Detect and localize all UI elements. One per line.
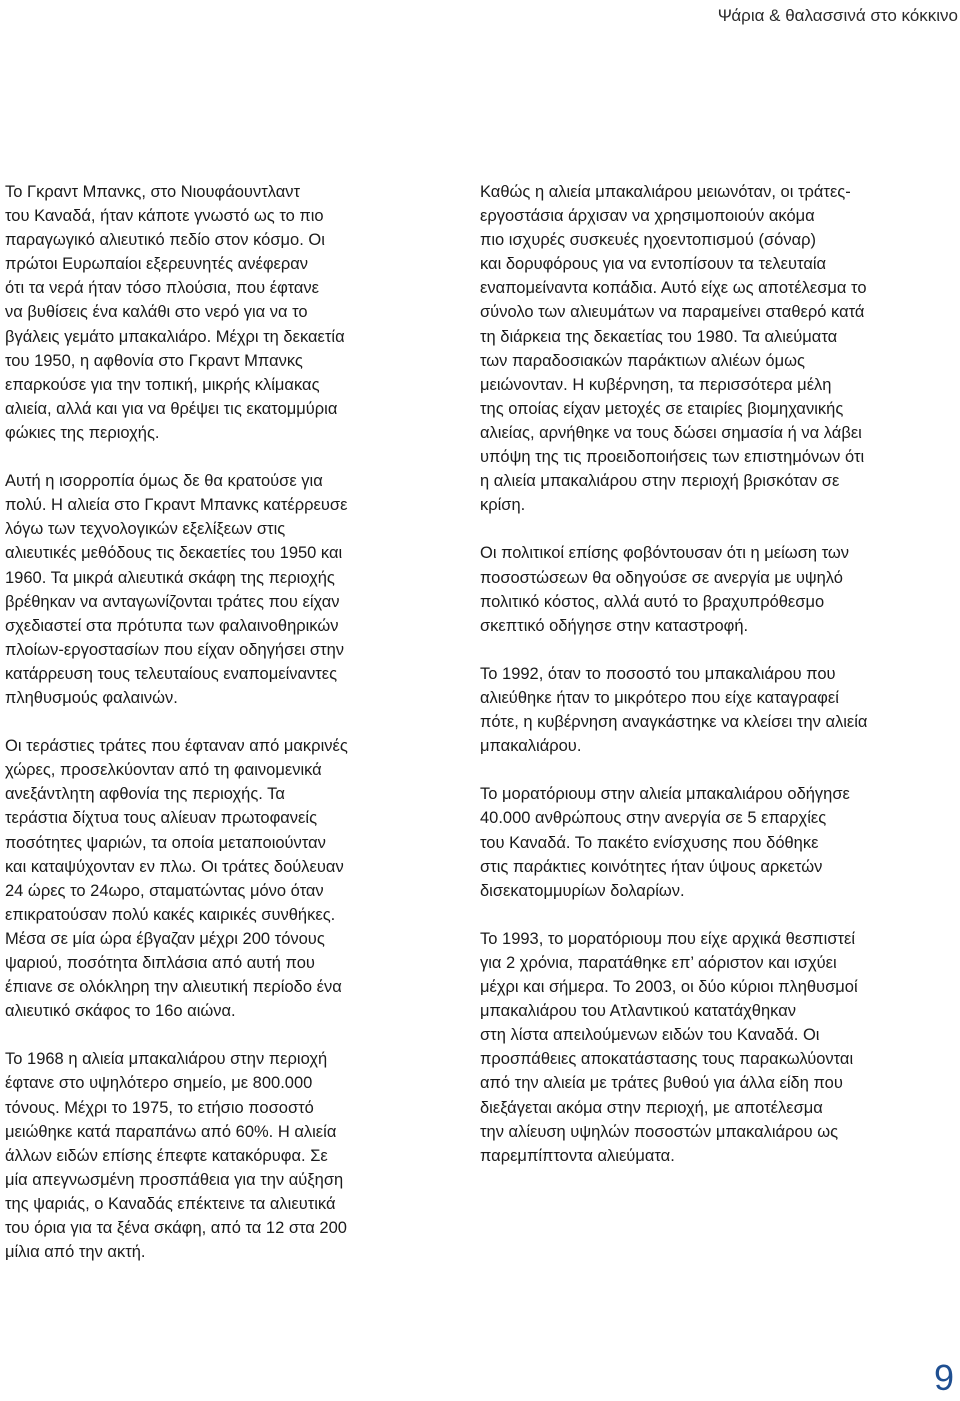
text-line: σύνολο των αλιευμάτων να παραμείνει σταθερό κατά: [480, 303, 865, 322]
text-line: επικρατούσαν πολύ κακές καιρικές συνθήκες.: [5, 905, 336, 924]
text-line: άλλων ειδών επίσης έπεφτε κατακόρυφα. Σε: [5, 1146, 328, 1165]
text-line: να βυθίσεις ένα καλάθι στο νερό για να το: [5, 303, 308, 322]
text-line: πληθυσμούς φαλαινών.: [5, 688, 178, 707]
text-line: ότι τα νερά ήταν τόσο πλούσια, που έφτανε: [5, 279, 320, 298]
text-line: Οι τεράστιες τράτες που έφταναν από μακρινές: [5, 737, 348, 756]
page-header-title: Ψάρια & θαλασσινά στο κόκκινο: [717, 6, 958, 25]
text-line: 24 ώρες το 24ωρο, σταματώντας μόνο όταν: [5, 881, 324, 900]
text-line: της οποίας είχαν μετοχές σε εταιρίες βιομηχανικής: [480, 399, 844, 418]
text-line: μπακαλιάρου του Ατλαντικού κατατάχθηκαν: [480, 1002, 796, 1021]
text-line: την αλίευση υψηλών ποσοστών μπακαλιάρου ως: [480, 1122, 839, 1141]
text-line: πιο ισχυρές συσκευές ηχοεντοπισμού (σόναρ): [480, 231, 816, 250]
text-line: πολύ. Η αλιεία στο Γκραντ Μπανκς κατέρρευσε: [5, 496, 348, 515]
text-line: έπιανε σε ολόκληρη την αλιευτική περίοδο ένα: [5, 978, 342, 997]
page-number: 9: [933, 1357, 954, 1398]
text-line: μίλια από την ακτή.: [5, 1243, 146, 1262]
paragraph: [5, 180, 435, 445]
text-line: μέχρι και σήμερα. Το 2003, οι δύο κύριοι πληθυσμοί: [480, 978, 858, 997]
text-line: η αλιεία μπακαλιάρου στην περιοχή βρισκόταν σε: [480, 472, 840, 491]
text-line: κρίση.: [480, 496, 526, 515]
text-line: διεξάγεται ακόμα στην περιοχή, με αποτέλεσμα: [480, 1098, 823, 1117]
text-line: λόγω των τεχνολογικών εξελίξεων στις: [5, 520, 286, 539]
paragraph: [5, 1047, 435, 1264]
text-line: μειώθηκε κατά παραπάνω από 60%. Η αλιεία: [5, 1122, 337, 1141]
text-line: προσπάθειες αποκατάστασης τους παρακωλύονται: [480, 1050, 854, 1069]
text-line: ψαριού, ποσότητα διπλάσια από αυτή που: [5, 954, 315, 972]
text-line: βρέθηκαν να ανταγωνίζονται τράτες που είχαν: [5, 592, 340, 611]
paragraph: [480, 180, 958, 517]
text-line: υπόψη της τις προειδοποιήσεις των επιστημόνων ότι: [480, 448, 865, 467]
text-line: στη λίστα απειλούμενων ειδών του Καναδά. Οι: [480, 1026, 820, 1045]
paragraph: [480, 927, 958, 1168]
text-line: Καθώς η αλιεία μπακαλιάρου μειωνόταν, οι τράτες-: [480, 183, 851, 201]
text-line: ποσότητες ψαριών, τα οποία μεταποιούνταν: [5, 833, 326, 852]
text-line: Το Γκραντ Μπανκς, στο Νιουφάουντλαντ: [5, 183, 301, 201]
text-line: αλιείας, αρνήθηκε να τους δώσει σημασία ή να λάβει: [480, 423, 862, 442]
text-line: ποσοστώσεων θα οδηγούσε σε ανεργία με υψηλό: [480, 568, 843, 587]
text-line: αλιεία, αλλά και για να θρέψει τις εκατομμύρια: [5, 399, 338, 418]
right-column: [480, 180, 958, 1192]
text-line: του 1950, η αφθονία στο Γκραντ Μπανκς: [5, 351, 303, 370]
text-line: μία απεγνωσμένη προσπάθεια για την αύξηση: [5, 1170, 344, 1189]
text-line: σχεδιαστεί στα πρότυπα των φαλαινοθηρικών: [5, 616, 339, 635]
text-line: εναπομείναντα κοπάδια. Αυτό είχε ως αποτέλεσμα το: [480, 279, 867, 298]
text-line: 40.000 ανθρώπους στην ανεργία σε 5 επαρχίες: [480, 809, 827, 828]
text-line: χώρες, προσελκύονταν από τη φαινομενικά: [5, 761, 322, 780]
text-line: του όρια για τα ξένα σκάφη, από τα 12 στα 200: [5, 1219, 347, 1238]
text-line: της ψαριάς, ο Καναδάς επέκτεινε τα αλιευτικά: [5, 1194, 336, 1213]
text-line: τη διάρκεια της δεκαετίας του 1980. Τα αλιεύματα: [480, 327, 838, 346]
text-line: παρεμπίπτοντα αλιεύματα.: [480, 1146, 675, 1165]
text-line: Το μορατόριουμ στην αλιεία μπακαλιάρου οδήγησε: [480, 785, 850, 804]
text-line: εργοστάσια άρχισαν να χρησιμοποιούν ακόμα: [480, 207, 815, 226]
text-line: 1960. Τα μικρά αλιευτικά σκάφη της περιοχής: [5, 568, 335, 587]
text-line: πρώτοι Ευρωπαίοι εξερευνητές ανέφεραν: [5, 255, 309, 274]
text-line: αλιευτικές μεθόδους τις δεκαετίες του 1950 και: [5, 544, 343, 563]
paragraph: [480, 541, 958, 637]
paragraph: [5, 469, 435, 710]
text-line: παραγωγικό αλιευτικό πεδίο στον κόσμο. Οι: [5, 231, 325, 250]
text-line: τόνους. Μέχρι το 1975, το ετήσιο ποσοστό: [5, 1098, 314, 1117]
text-line: τεράστια δίχτυα τους αλίευαν πρωτοφανείς: [5, 809, 318, 828]
text-line: πλοίων-εργοστασίων που είχαν οδηγήσει στην: [5, 640, 345, 659]
text-line: επαρκούσε για την τοπική, μικρής κλίμακας: [5, 375, 320, 394]
text-line: βγάλεις γεμάτο μπακαλιάρο. Μέχρι τη δεκαετία: [5, 327, 345, 346]
text-line: στις παράκτιες κοινότητες ήταν ύψους αρκετών: [480, 857, 823, 876]
text-line: Οι πολιτικοί επίσης φοβόντουσαν ότι η μείωση των: [480, 544, 850, 563]
paragraph: [480, 662, 958, 758]
text-line: του Καναδά, ήταν κάποτε γνωστό ως το πιο: [5, 207, 324, 226]
text-line: από την αλιεία με τράτες βυθού για άλλα είδη που: [480, 1074, 843, 1093]
text-line: των παραδοσιακών παράκτιων αλιέων όμως: [480, 351, 805, 370]
left-column: [5, 180, 435, 1288]
text-line: μπακαλιάρου.: [480, 737, 582, 756]
text-line: Μέσα σε μία ώρα έβγαζαν μέχρι 200 τόνους: [5, 929, 325, 948]
paragraph: [480, 782, 958, 902]
text-line: κατάρρευση τους τελευταίους εναπομείναντες: [5, 664, 338, 683]
text-line: Αυτή η ισορροπία όμως δε θα κρατούσε για: [5, 472, 323, 491]
text-line: για 2 χρόνια, παρατάθηκε επ’ αόριστον και ισχύει: [480, 954, 837, 972]
text-line: αλιευτικό σκάφος το 16ο αιώνα.: [5, 1002, 236, 1021]
text-line: και δορυφόρους για να εντοπίσουν τα τελευταία: [480, 255, 827, 274]
text-line: δισεκατομμυρίων δολαρίων.: [480, 881, 685, 900]
text-line: σκεπτικό οδήγησε στην καταστροφή.: [480, 616, 749, 635]
text-line: Το 1993, το μορατόριουμ που είχε αρχικά θεσπιστεί: [480, 929, 856, 948]
text-line: πότε, η κυβέρνηση αναγκάστηκε να κλείσει την αλιεία: [480, 713, 868, 732]
text-line: Το 1968 η αλιεία μπακαλιάρου στην περιοχή: [5, 1050, 328, 1069]
text-line: του Καναδά. Το πακέτο ενίσχυσης που δόθηκε: [480, 833, 819, 852]
text-line: πολιτικό κόστος, αλλά αυτό το βραχυπρόθεσμο: [480, 592, 825, 611]
text-line: έφτανε στο υψηλότερο σημείο, με 800.000: [5, 1074, 313, 1093]
text-line: Το 1992, όταν το ποσοστό του μπακαλιάρου που: [480, 664, 836, 683]
text-line: μειώνονταν. Η κυβέρνηση, τα περισσότερα μέλη: [480, 375, 832, 394]
text-line: αλιεύθηκε ήταν το μικρότερο που είχε καταγραφεί: [480, 688, 839, 707]
paragraph: [5, 734, 435, 1023]
text-line: και καταψύχονταν εν πλω. Οι τράτες δούλευαν: [5, 857, 344, 876]
text-line: ανεξάντλητη αφθονία της περιοχής. Τα: [5, 785, 285, 804]
text-line: φώκιες της περιοχής.: [5, 423, 160, 442]
